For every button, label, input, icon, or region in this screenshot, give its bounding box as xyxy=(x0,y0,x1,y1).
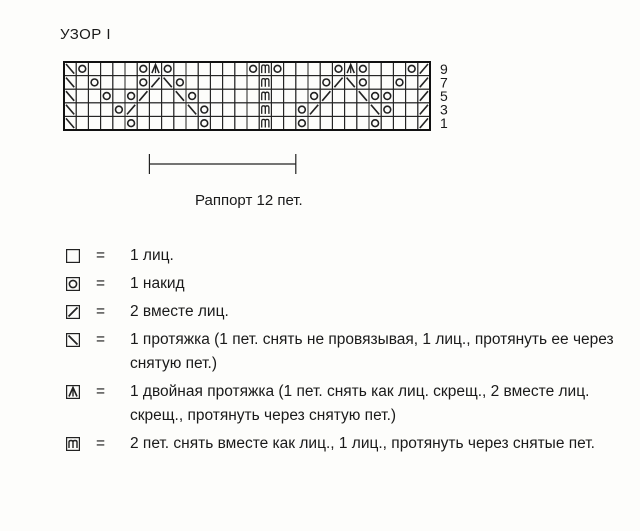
yarn-over-icon xyxy=(103,93,110,100)
chart-cell xyxy=(137,76,149,90)
chart-cell xyxy=(88,76,100,90)
chart-cell xyxy=(332,62,344,76)
chart-cell xyxy=(174,76,186,90)
chart-cell xyxy=(247,103,259,117)
chart-cell xyxy=(369,76,381,90)
legend-item-ssk: = 1 протяжка (1 пет. снять не провязывая, 1 лиц., протянуть ее через снятую пет.) xyxy=(66,328,626,376)
yarn-over-icon xyxy=(128,93,135,100)
chart-cell xyxy=(186,76,198,90)
chart-cell xyxy=(271,103,283,117)
chart-cell xyxy=(247,62,259,76)
chart-cell xyxy=(296,76,308,90)
k2tog-icon xyxy=(151,78,159,88)
chart-cell xyxy=(271,76,283,90)
yarn-over-icon xyxy=(335,65,342,72)
chart-cell xyxy=(393,116,405,130)
chart-cell xyxy=(162,89,174,103)
chart-cell xyxy=(174,103,186,117)
chart-cell xyxy=(113,89,125,103)
chart-cell xyxy=(369,116,381,130)
chart-cell xyxy=(101,76,113,90)
yarn-over-icon xyxy=(116,106,123,113)
yarn-over-icon xyxy=(274,65,281,72)
ssk-icon xyxy=(66,118,74,128)
empty-cell-icon xyxy=(66,249,80,263)
k2tog-icon xyxy=(139,91,147,101)
k2tog-icon xyxy=(420,105,428,115)
chart-cell xyxy=(113,62,125,76)
chart-cell xyxy=(247,89,259,103)
legend-item-yarn-over: = 1 накид xyxy=(66,272,626,296)
ssk-icon xyxy=(164,78,172,88)
chart-cell xyxy=(235,116,247,130)
chart-cell xyxy=(137,103,149,117)
k2tog-icon xyxy=(310,105,318,115)
chart-cell xyxy=(308,62,320,76)
chart-cell xyxy=(357,103,369,117)
yarn-over-icon xyxy=(79,65,86,72)
three-from-one-icon xyxy=(262,106,269,114)
chart-cell xyxy=(223,116,235,130)
chart-cell xyxy=(406,103,418,117)
chart-cell xyxy=(235,76,247,90)
yarn-over-icon xyxy=(177,79,184,86)
chart-cell xyxy=(174,116,186,130)
ssk-icon xyxy=(66,64,74,74)
yarn-over-icon xyxy=(360,79,367,86)
chart-cell xyxy=(76,62,88,76)
yarn-over-icon xyxy=(250,65,257,72)
chart-cell xyxy=(137,116,149,130)
chart-cell xyxy=(174,62,186,76)
ssk-icon xyxy=(359,91,367,101)
pattern-title: УЗОР I xyxy=(60,26,112,43)
ssk-icon xyxy=(66,91,74,101)
yarn-over-icon xyxy=(384,93,391,100)
chart-cell xyxy=(125,76,137,90)
yarn-over-icon xyxy=(140,79,147,86)
row-number: 7 xyxy=(440,74,448,91)
row-number: 3 xyxy=(440,101,448,118)
chart-cell xyxy=(369,62,381,76)
yarn-over-icon xyxy=(128,120,135,127)
chart-cell xyxy=(296,116,308,130)
chart-cell xyxy=(210,76,222,90)
chart-cell xyxy=(247,76,259,90)
chart-cell xyxy=(345,103,357,117)
three-from-one-icon xyxy=(262,119,269,127)
chart-cell xyxy=(406,76,418,90)
chart-cell xyxy=(357,62,369,76)
ssk-icon xyxy=(66,105,74,115)
chart-cell xyxy=(162,116,174,130)
yarn-over-icon xyxy=(140,65,147,72)
chart-cell xyxy=(406,89,418,103)
chart-cell xyxy=(210,103,222,117)
k2tog-icon xyxy=(322,91,330,101)
chart-cell xyxy=(113,103,125,117)
yarn-over-icon xyxy=(396,79,403,86)
chart-cell xyxy=(247,116,259,130)
chart-cell xyxy=(101,116,113,130)
chart-cell xyxy=(125,62,137,76)
k2tog-icon xyxy=(420,91,428,101)
yarn-over-icon xyxy=(201,120,208,127)
ssk-icon xyxy=(66,78,74,88)
chart-cell xyxy=(284,116,296,130)
three-from-one-icon xyxy=(262,79,269,87)
chart-cell xyxy=(369,89,381,103)
row-number: 5 xyxy=(440,88,448,104)
chart-cell xyxy=(125,89,137,103)
chart-cell xyxy=(113,76,125,90)
chart-cell xyxy=(198,76,210,90)
three-from-one-icon xyxy=(262,92,269,100)
yarn-over-icon xyxy=(408,65,415,72)
knitting-chart xyxy=(0,0,640,200)
legend xyxy=(66,244,626,460)
chart-cell xyxy=(357,76,369,90)
chart-cell xyxy=(101,89,113,103)
ssk-icon xyxy=(371,105,379,115)
chart-cell xyxy=(76,116,88,130)
chart-cell xyxy=(186,116,198,130)
k2tog-icon xyxy=(334,78,342,88)
yarn-over-icon xyxy=(384,106,391,113)
chart-cell xyxy=(320,62,332,76)
chart-cell xyxy=(381,76,393,90)
row-number: 9 xyxy=(440,60,448,77)
yarn-over-icon xyxy=(311,93,318,100)
chart-cell xyxy=(284,103,296,117)
double-decrease-icon xyxy=(66,385,80,399)
rapport-label: Раппорт 12 пет. xyxy=(195,192,303,209)
chart-cell xyxy=(381,103,393,117)
chart-cell xyxy=(88,116,100,130)
chart-cell xyxy=(284,76,296,90)
chart-cell xyxy=(308,76,320,90)
chart-cell xyxy=(308,116,320,130)
chart-cell xyxy=(235,89,247,103)
yarn-over-icon xyxy=(372,93,379,100)
chart-cell xyxy=(284,62,296,76)
chart-cell xyxy=(332,89,344,103)
ssk-icon xyxy=(176,91,184,101)
row-number: 1 xyxy=(440,115,448,132)
chart-cell xyxy=(235,62,247,76)
chart-cell xyxy=(223,62,235,76)
chart-cell xyxy=(296,62,308,76)
chart-cell xyxy=(308,89,320,103)
chart-cell xyxy=(198,103,210,117)
chart-cell xyxy=(88,103,100,117)
chart-cell xyxy=(223,76,235,90)
chart-cell xyxy=(149,103,161,117)
chart-cell xyxy=(76,76,88,90)
chart-cell xyxy=(186,62,198,76)
ssk-icon xyxy=(66,333,80,347)
chart-cell xyxy=(198,116,210,130)
k2tog-icon xyxy=(420,64,428,74)
chart-cell xyxy=(345,116,357,130)
chart-cell xyxy=(393,103,405,117)
chart-cell xyxy=(149,89,161,103)
chart-cell xyxy=(113,116,125,130)
k2tog-icon xyxy=(420,118,428,128)
chart-cell xyxy=(101,62,113,76)
yarn-over-icon xyxy=(360,65,367,72)
chart-cell xyxy=(88,89,100,103)
chart-cell xyxy=(381,116,393,130)
chart-cell xyxy=(320,116,332,130)
chart-cell xyxy=(235,103,247,117)
chart-cell xyxy=(332,103,344,117)
chart-cell xyxy=(284,89,296,103)
chart-cell xyxy=(406,62,418,76)
chart-cell xyxy=(332,116,344,130)
yarn-over-icon xyxy=(189,93,196,100)
chart-cell xyxy=(210,62,222,76)
chart-cell xyxy=(393,76,405,90)
chart-cell xyxy=(320,103,332,117)
chart-cell xyxy=(393,62,405,76)
chart-cell xyxy=(76,89,88,103)
k2tog-icon xyxy=(66,305,80,319)
ssk-icon xyxy=(347,78,355,88)
k2tog-icon xyxy=(420,78,428,88)
chart-cell xyxy=(381,89,393,103)
chart-cell xyxy=(357,116,369,130)
legend-item-k2tog: = 2 вместе лиц. xyxy=(66,300,626,324)
chart-cell xyxy=(186,89,198,103)
chart-cell xyxy=(296,103,308,117)
legend-item-knit: = 1 лиц. xyxy=(66,244,626,268)
chart-cell xyxy=(296,89,308,103)
chart-cell xyxy=(381,62,393,76)
yarn-over-icon xyxy=(164,65,171,72)
yarn-over-icon xyxy=(299,120,306,127)
chart-cell xyxy=(406,116,418,130)
yarn-over-icon xyxy=(66,277,80,291)
yarn-over-icon xyxy=(372,120,379,127)
yarn-over-icon xyxy=(323,79,330,86)
chart-cell xyxy=(162,103,174,117)
legend-item-three-from-one: = 2 пет. снять вместе как лиц., 1 лиц., протянуть через снятые пет. xyxy=(66,432,626,456)
chart-cell xyxy=(162,62,174,76)
ssk-icon xyxy=(188,105,196,115)
yarn-over-icon xyxy=(299,106,306,113)
k2tog-icon xyxy=(127,105,135,115)
chart-cell xyxy=(271,89,283,103)
chart-cell xyxy=(198,89,210,103)
chart-cell xyxy=(320,76,332,90)
chart-cell xyxy=(271,116,283,130)
chart-cell xyxy=(210,89,222,103)
chart-cell xyxy=(88,62,100,76)
chart-cell xyxy=(393,89,405,103)
chart-cell xyxy=(198,62,210,76)
three-from-one-icon xyxy=(66,437,80,451)
chart-cell xyxy=(101,103,113,117)
chart-cell xyxy=(223,103,235,117)
chart-cell xyxy=(149,116,161,130)
chart-cell xyxy=(137,62,149,76)
legend-item-double-decrease: = 1 двойная протяжка (1 пет. снять как лиц. скрещ., 2 вместе лиц. скрещ., протянуть через снятую пет.) xyxy=(66,380,626,428)
chart-cell xyxy=(210,116,222,130)
chart-cell xyxy=(125,116,137,130)
chart-cell xyxy=(223,89,235,103)
yarn-over-icon xyxy=(201,106,208,113)
chart-cell xyxy=(76,103,88,117)
chart-cell xyxy=(345,89,357,103)
chart-cell xyxy=(271,62,283,76)
yarn-over-icon xyxy=(91,79,98,86)
three-from-one-icon xyxy=(262,65,269,73)
